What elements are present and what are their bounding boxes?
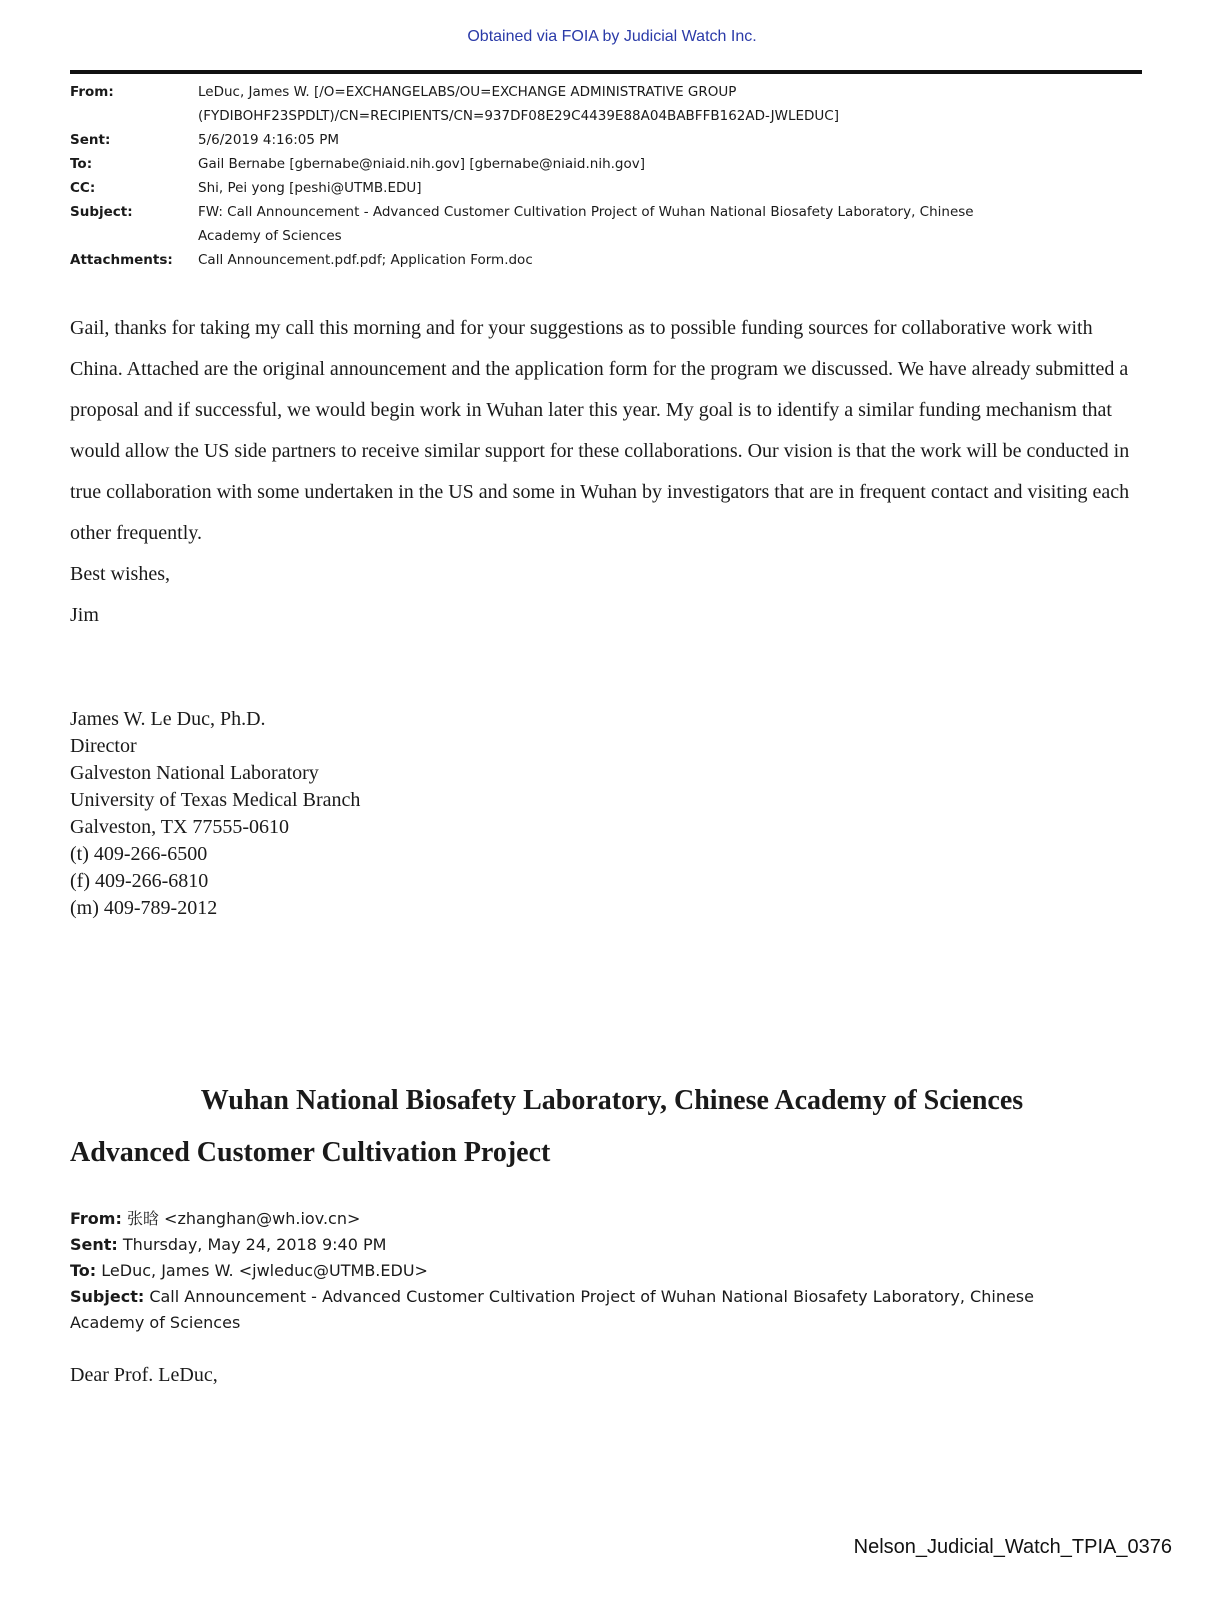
body-sender-name: Jim	[70, 604, 99, 626]
sent-value: 5/6/2019 4:16:05 PM	[198, 132, 340, 148]
cc-label: CC:	[70, 180, 96, 196]
signature-org: Galveston National Laboratory	[70, 762, 319, 784]
foia-banner: Obtained via FOIA by Judicial Watch Inc.	[467, 28, 757, 45]
header-attachments-row	[70, 248, 1150, 272]
attachments-label: Attachments:	[70, 252, 173, 268]
to-label: To:	[70, 156, 93, 172]
signature-title: Director	[70, 735, 137, 757]
fwd-from-label: From:	[70, 1209, 122, 1228]
header-sent-row	[70, 128, 1150, 152]
header-divider	[70, 70, 1142, 74]
subject-label: Subject:	[70, 204, 133, 220]
email-body	[70, 308, 1150, 636]
fwd-sent-row	[70, 1232, 1150, 1258]
header-from-row	[70, 80, 1150, 128]
sent-label: Sent:	[70, 132, 111, 148]
body-paragraph: Gail, thanks for taking my call this morning and for your suggestions as to possible funding sources for collaborative work with China. Attached are the original announcement and the application form for the program we discussed. We have already submitted a proposal and if successful, we would begin work in Wuhan later this year. My goal is to identify a similar funding mechanism that would allow the US side partners to receive similar support for these collaborations. Our vision is that the work will be conducted in true collaboration with some undertaken in the US and some in Wuhan by investigators that are in frequent contact and visiting each other frequently.	[70, 317, 1130, 544]
header-subject-row	[70, 200, 1150, 248]
fwd-subject-label: Subject:	[70, 1287, 145, 1306]
subject-value-line1: FW: Call Announcement - Advanced Customer Cultivation Project of Wuhan National Biosafety Laboratory, Chinese	[198, 204, 974, 220]
salutation: Dear Prof. LeDuc,	[70, 1364, 218, 1386]
fwd-subject-value-line1: Call Announcement - Advanced Customer Cultivation Project of Wuhan National Biosafety Laboratory, Chinese	[149, 1287, 1034, 1306]
announcement-heading: Wuhan National Biosafety Laboratory, Chinese Academy of Sciences	[200, 1085, 1024, 1116]
signature-fax: (f) 409-266-6810	[70, 870, 209, 892]
email-header	[70, 80, 1150, 272]
signature-university: University of Texas Medical Branch	[70, 789, 361, 811]
fwd-sent-value: Thursday, May 24, 2018 9:40 PM	[122, 1235, 387, 1254]
email-signature	[70, 706, 360, 922]
signature-mobile: (m) 409-789-2012	[70, 897, 218, 919]
fwd-from-value: 张晗 <zhanghan@wh.iov.cn>	[126, 1209, 361, 1228]
fwd-from-row	[70, 1206, 1150, 1232]
from-value-line2: (FYDIBOHF23SPDLT)/CN=RECIPIENTS/CN=937DF08E29C4439E88A04BABFFB162AD-JWLEDUC]	[198, 108, 839, 124]
fwd-subject-row	[70, 1284, 1150, 1336]
header-cc-row	[70, 176, 1150, 200]
subject-value	[198, 200, 1150, 248]
fwd-subject-value-line2: Academy of Sciences	[70, 1313, 241, 1332]
header-to-row	[70, 152, 1150, 176]
body-closing: Best wishes,	[70, 563, 170, 585]
attachments-value: Call Announcement.pdf.pdf; Application Form.doc	[198, 252, 533, 268]
cc-value: Shi, Pei yong [peshi@UTMB.EDU]	[198, 180, 422, 196]
from-label: From:	[70, 84, 114, 100]
fwd-to-row	[70, 1258, 1150, 1284]
from-value	[198, 80, 1150, 128]
fwd-to-value: LeDuc, James W. <jwleduc@UTMB.EDU>	[101, 1261, 428, 1280]
signature-phone: (t) 409-266-6500	[70, 843, 208, 865]
fwd-to-label: To:	[70, 1261, 97, 1280]
to-value: Gail Bernabe [gbernabe@niaid.nih.gov] [gbernabe@niaid.nih.gov]	[198, 156, 646, 172]
signature-name: James W. Le Duc, Ph.D.	[70, 708, 266, 730]
announcement-subheading: Advanced Customer Cultivation Project	[70, 1137, 551, 1168]
from-value-line1: LeDuc, James W. [/O=EXCHANGELABS/OU=EXCHANGE ADMINISTRATIVE GROUP	[198, 84, 737, 100]
signature-address: Galveston, TX 77555-0610	[70, 816, 290, 838]
subject-value-line2: Academy of Sciences	[198, 228, 342, 244]
document-id: Nelson_Judicial_Watch_TPIA_0376	[853, 1536, 1172, 1558]
fwd-sent-label: Sent:	[70, 1235, 118, 1254]
forwarded-header	[70, 1206, 1150, 1336]
